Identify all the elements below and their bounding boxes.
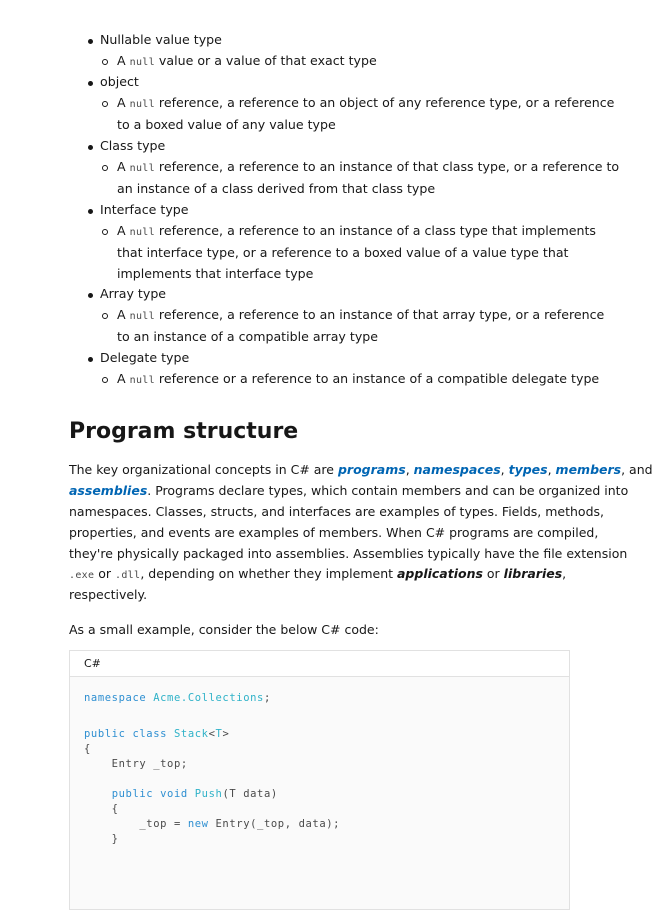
link-programs[interactable]: programs: [337, 462, 406, 477]
code-line: Entry _top;: [84, 758, 188, 770]
list-item-desc: A null reference, a reference to an instance of that array type, or a reference: [117, 307, 605, 322]
list-item-desc: A null reference, a reference to an instance of a class type that implements: [117, 223, 596, 238]
list-item-desc-cont: an instance of a class derived from that class type: [117, 181, 436, 196]
paragraph-line: respectively.: [69, 587, 148, 602]
link-assemblies[interactable]: assemblies: [69, 483, 148, 498]
sub-bullet: [102, 377, 108, 383]
link-namespaces[interactable]: namespaces: [413, 462, 501, 477]
list-item-interface-type: Interface type: [100, 202, 189, 217]
code-language-label: C#: [84, 657, 101, 670]
link-members[interactable]: members: [555, 462, 622, 477]
list-item-desc: A null reference or a reference to an instance of a compatible delegate type: [117, 371, 600, 386]
list-item-object: object: [100, 74, 139, 89]
paragraph-line: namespaces. Classes, structs, and interfaces are examples of types. Fields, methods,: [69, 504, 604, 519]
em-applications: applications: [397, 566, 483, 581]
bullet: [88, 81, 93, 86]
code-line: {: [84, 803, 119, 815]
list-item-desc-cont: to an instance of a compatible array type: [117, 329, 379, 344]
paragraph-line: they're physically packaged into assemblies. Assemblies typically have the file extension: [69, 546, 628, 561]
list-item-desc-cont: to a boxed value of any value type: [117, 117, 336, 132]
code-dll: .dll: [115, 570, 141, 581]
code-line: public class Stack<T>: [84, 728, 230, 740]
sub-bullet: [102, 59, 108, 65]
paragraph-line: assemblies. Programs declare types, which contain members and can be organized into: [69, 483, 629, 498]
sub-bullet: [102, 313, 108, 319]
bullet: [88, 145, 93, 150]
paragraph-example: As a small example, consider the below C# code:: [69, 622, 379, 637]
list-item-desc: A null reference, a reference to an object of any reference type, or a reference: [117, 95, 615, 110]
code-line: namespace Acme.Collections;: [84, 692, 271, 704]
list-item-array-type: Array type: [100, 286, 167, 301]
code-block-header: [70, 651, 569, 677]
code-line: {: [84, 743, 91, 755]
code-line: public void Push(T data): [111, 788, 278, 800]
bullet: [88, 39, 93, 44]
list-item-desc: A null reference, a reference to an instance of that class type, or a reference to: [117, 159, 620, 174]
list-item-desc-cont: that interface type, or a reference to a boxed value of a value type that: [117, 245, 569, 260]
paragraph-line: properties, and events are examples of members. When C# programs are compiled,: [69, 525, 599, 540]
list-item-delegate-type: Delegate type: [100, 350, 190, 365]
code-line: }: [84, 833, 119, 845]
em-libraries: libraries: [503, 566, 563, 581]
bullet: [88, 293, 93, 298]
section-heading: Program structure: [69, 419, 299, 444]
list-item-class-type: Class type: [100, 138, 166, 153]
link-types[interactable]: types: [508, 462, 548, 477]
code-block: [69, 650, 570, 910]
sub-bullet: [102, 101, 108, 107]
code-line: _top = new Entry(_top, data);: [84, 818, 341, 830]
list-item-desc-cont: implements that interface type: [117, 266, 314, 281]
list-item-nullable: Nullable value type: [100, 32, 222, 47]
list-item-desc: A null value or a value of that exact type: [117, 53, 377, 68]
paragraph-line: .exe or .dll, depending on whether they implement applications or libraries,: [69, 566, 567, 581]
sub-bullet: [102, 229, 108, 235]
paragraph-line: The key organizational concepts in C# are programs, namespaces, types, members, and: [69, 462, 653, 477]
sub-bullet: [102, 165, 108, 171]
bullet: [88, 357, 93, 362]
code-exe: .exe: [69, 570, 95, 581]
bullet: [88, 209, 93, 214]
